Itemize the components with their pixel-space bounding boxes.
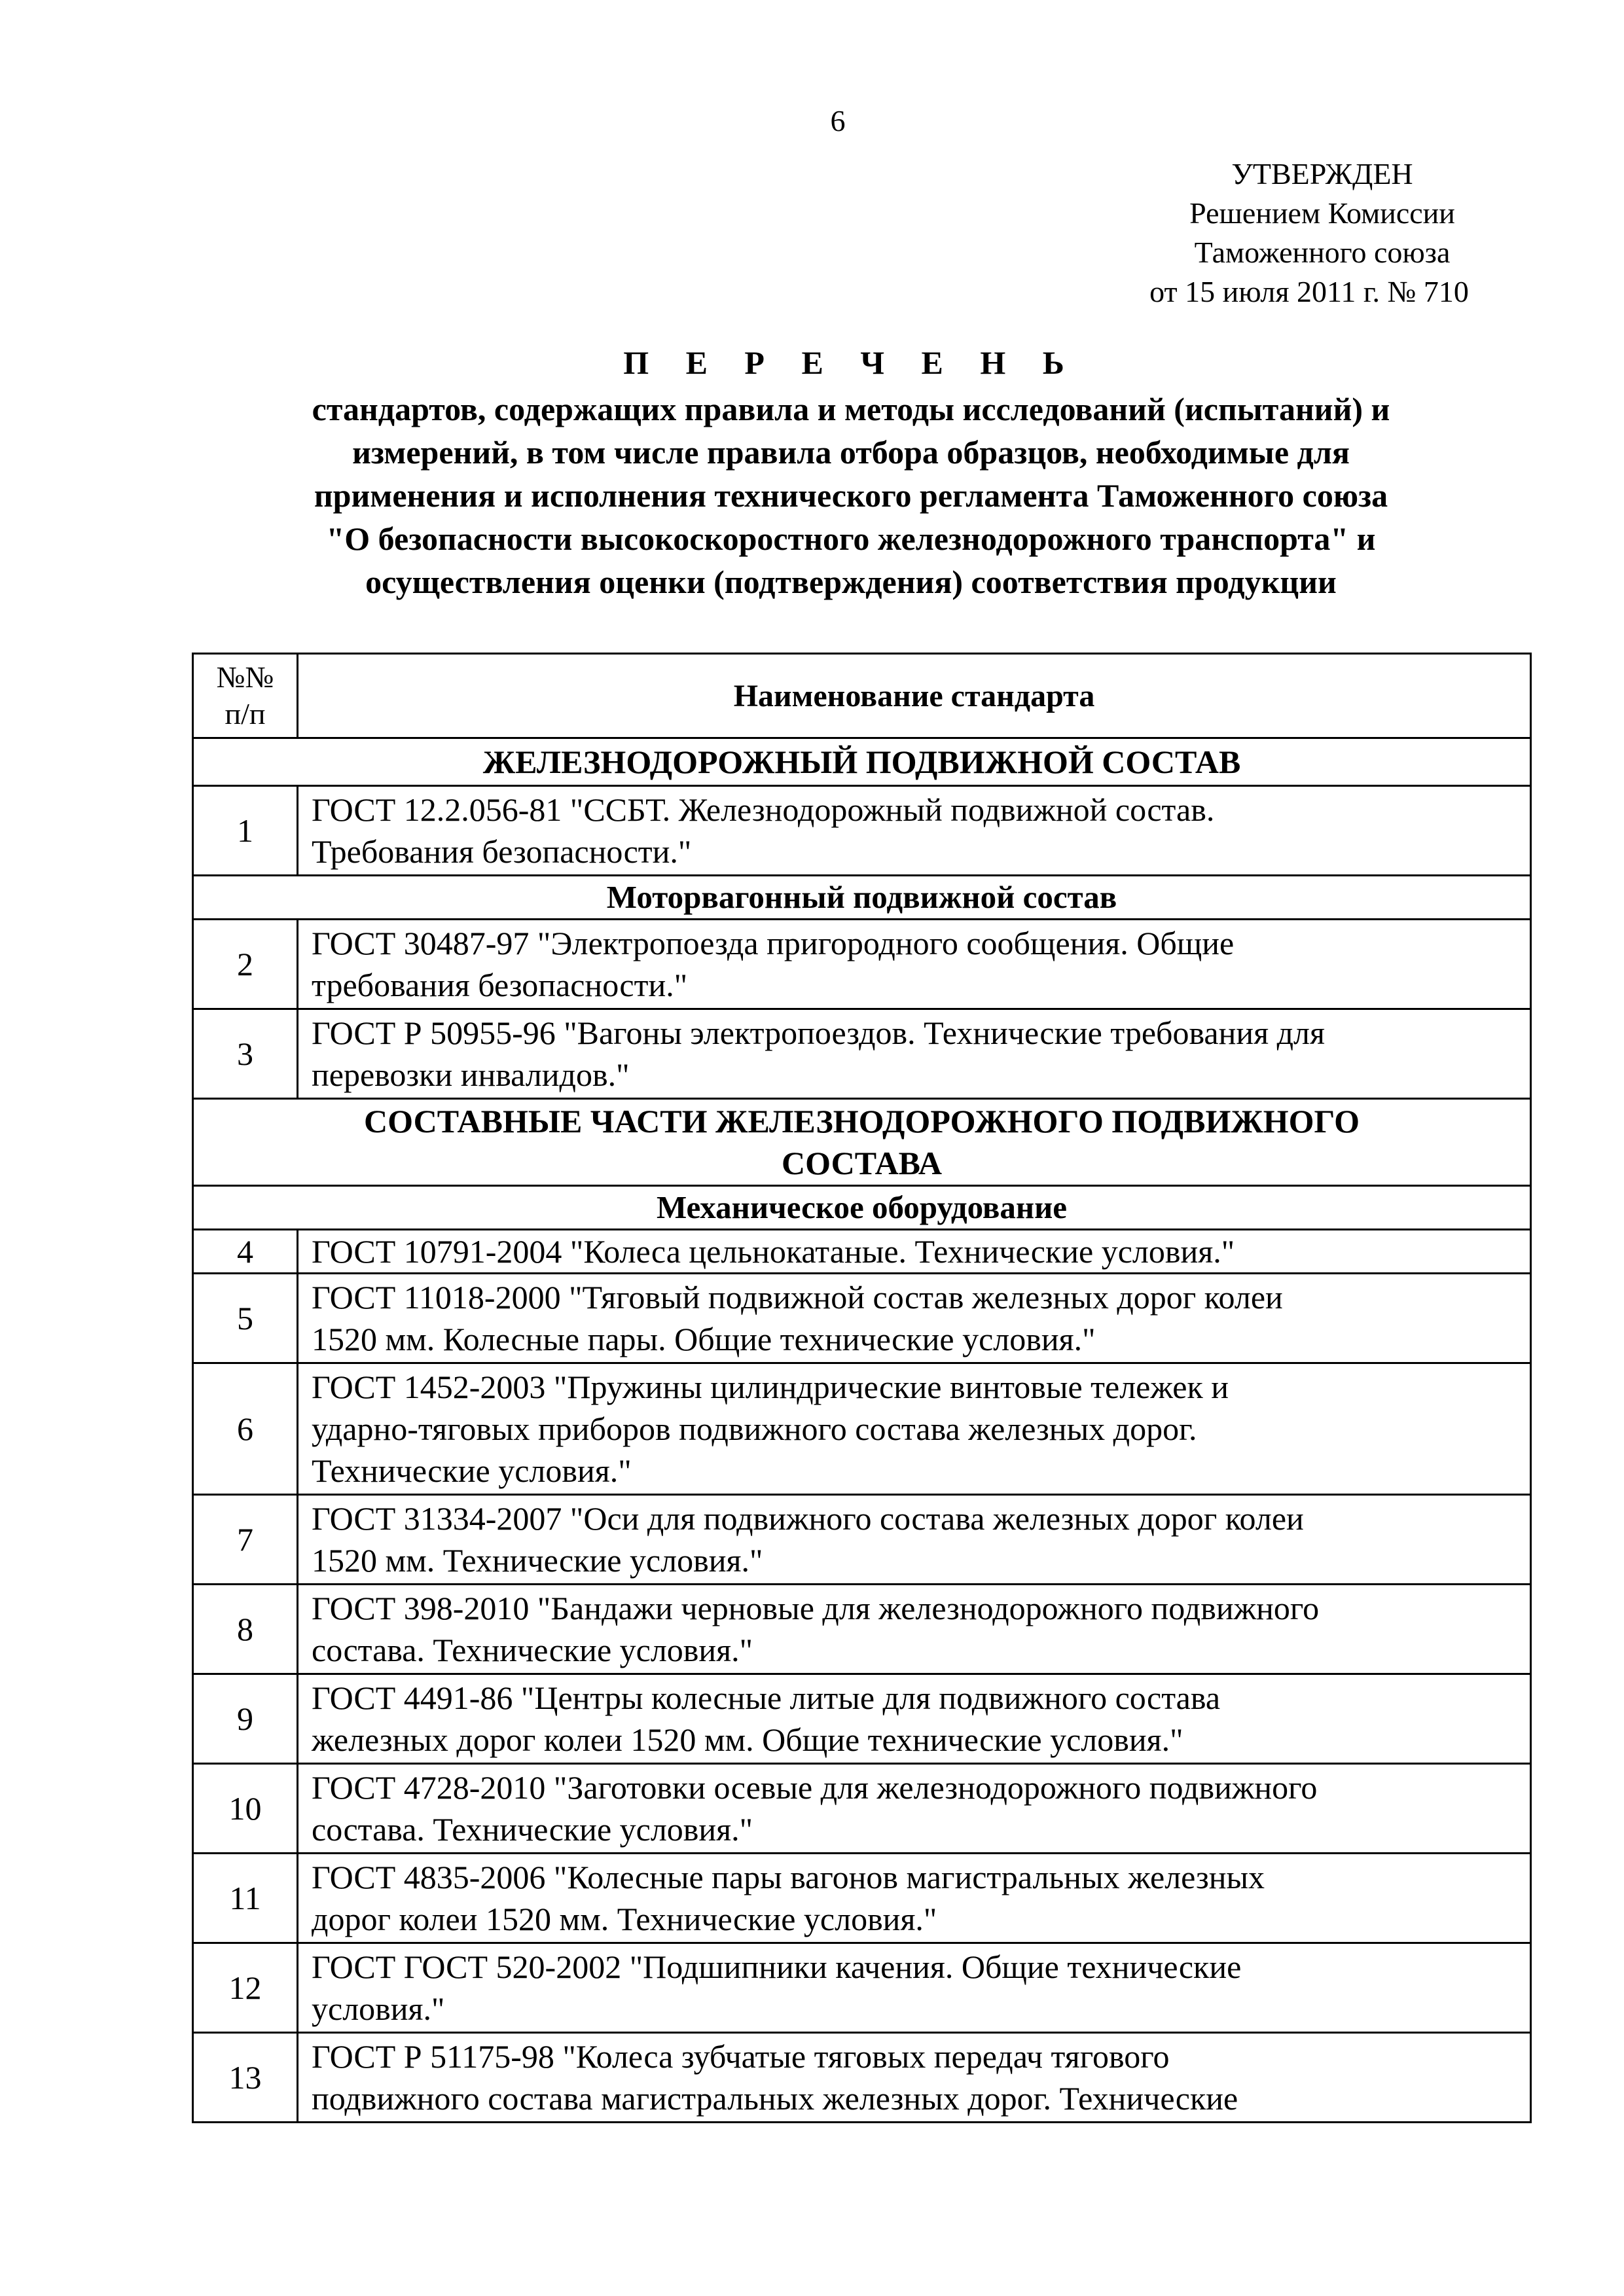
column-header-number-line: №№ <box>216 660 274 694</box>
standard-name-line: перевозки инвалидов." <box>312 1056 630 1093</box>
table-row <box>193 1230 1531 1274</box>
subsection-row <box>193 876 1531 920</box>
table-row <box>193 1495 1531 1585</box>
standard-name-line: ГОСТ 4728-2010 "Заготовки осевые для железнодорожного подвижного <box>312 1769 1318 1806</box>
table-row <box>193 1009 1531 1099</box>
subtitle-line: измерений, в том числе правила отбора образцов, необходимые для <box>352 434 1350 471</box>
row-number: 12 <box>193 1943 298 2033</box>
standard-name-line: ГОСТ 30487-97 "Электропоезда пригородного сообщения. Общие <box>312 925 1235 961</box>
document-subtitle <box>190 387 1512 603</box>
subtitle-line: "О безопасности высокоскоростного железнодорожного транспорта" и <box>326 520 1376 557</box>
document-title-block <box>190 342 1512 603</box>
standards-table <box>192 653 1532 2123</box>
standard-name-line: состава. Технические условия." <box>312 1632 753 1668</box>
table-row <box>193 1274 1531 1363</box>
section-heading-line: СОСТАВНЫЕ ЧАСТИ ЖЕЛЕЗНОДОРОЖНОГО ПОДВИЖНОГО <box>363 1103 1360 1139</box>
standard-name-line: Требования безопасности." <box>312 833 692 870</box>
standard-name <box>298 1230 1531 1274</box>
row-number: 1 <box>193 786 298 876</box>
row-number: 10 <box>193 1764 298 1854</box>
column-header-name: Наименование стандарта <box>298 654 1531 738</box>
subtitle-line: осуществления оценки (подтверждения) соответствия продукции <box>365 564 1337 600</box>
table-row <box>193 1363 1531 1495</box>
subtitle-line: стандартов, содержащих правила и методы исследований (испытаний) и <box>312 391 1390 427</box>
row-number: 8 <box>193 1585 298 1674</box>
standard-name <box>298 1274 1531 1363</box>
section-row <box>193 738 1531 786</box>
standard-name-line: ГОСТ 31334-2007 "Оси для подвижного состава железных дорог колеи <box>312 1500 1304 1537</box>
standard-name-line: ГОСТ 1452-2003 "Пружины цилиндрические винтовые тележек и <box>312 1369 1229 1405</box>
column-header-number <box>193 654 298 738</box>
table-row <box>193 1943 1531 2033</box>
column-header-number-line: п/п <box>225 697 266 730</box>
table-header-row <box>193 654 1531 738</box>
table-row <box>193 2033 1531 2123</box>
table-row <box>193 1764 1531 1854</box>
standard-name-line: ГОСТ 12.2.056-81 "ССБТ. Железнодорожный подвижной состав. <box>312 791 1215 828</box>
table-row <box>193 1674 1531 1764</box>
standard-name <box>298 1764 1531 1854</box>
standard-name-line: ГОСТ 4491-86 "Центры колесные литые для подвижного состава <box>312 1679 1221 1716</box>
document-title: П Е Р Е Ч Е Н Ь <box>623 344 1079 381</box>
standard-name-line: подвижного состава магистральных железных дорог. Технические <box>312 2080 1238 2117</box>
row-number: 7 <box>193 1495 298 1585</box>
standard-name <box>298 2033 1531 2123</box>
subtitle-line: применения и исполнения технического регламента Таможенного союза <box>314 477 1388 514</box>
standard-name-line: состава. Технические условия." <box>312 1811 753 1848</box>
subsection-row <box>193 1186 1531 1230</box>
section-heading <box>193 1099 1531 1186</box>
row-number: 4 <box>193 1230 298 1274</box>
standard-name-line: требования безопасности." <box>312 967 688 1003</box>
standard-name <box>298 1943 1531 2033</box>
standard-name-line: ГОСТ 398-2010 "Бандажи черновые для железнодорожного подвижного <box>312 1590 1320 1626</box>
table-row <box>193 1585 1531 1674</box>
row-number: 3 <box>193 1009 298 1099</box>
standard-name-line: ГОСТ Р 50955-96 "Вагоны электропоездов. Технические требования для <box>312 1014 1325 1051</box>
standard-name <box>298 1854 1531 1943</box>
subsection-heading: Механическое оборудование <box>193 1186 1531 1230</box>
standard-name-line: ГОСТ Р 51175-98 "Колеса зубчатые тяговых передач тягового <box>312 2038 1170 2075</box>
approval-line: Таможенного союза <box>1194 236 1451 269</box>
standard-name <box>298 1495 1531 1585</box>
table-row <box>193 1854 1531 1943</box>
standard-name-line: ударно-тяговых приборов подвижного состава железных дорог. <box>312 1410 1197 1447</box>
standard-name <box>298 1363 1531 1495</box>
standard-name-line: 1520 мм. Колесные пары. Общие технические условия." <box>312 1321 1096 1357</box>
standard-name <box>298 1585 1531 1674</box>
approval-line: УТВЕРЖДЕН <box>1231 157 1413 190</box>
section-heading-line: СОСТАВА <box>782 1145 942 1181</box>
standard-name <box>298 920 1531 1009</box>
row-number: 5 <box>193 1274 298 1363</box>
standard-name-line: условия." <box>312 1990 445 2027</box>
section-row <box>193 1099 1531 1186</box>
approval-line: от 15 июля 2011 г. № 710 <box>1149 275 1469 308</box>
section-heading: ЖЕЛЕЗНОДОРОЖНЫЙ ПОДВИЖНОЙ СОСТАВ <box>193 738 1531 786</box>
row-number: 13 <box>193 2033 298 2123</box>
standard-name <box>298 1674 1531 1764</box>
subsection-heading: Моторвагонный подвижной состав <box>193 876 1531 920</box>
row-number: 2 <box>193 920 298 1009</box>
standard-name <box>298 1009 1531 1099</box>
approval-line: Решением Комиссии <box>1189 196 1455 230</box>
standard-name-line: ГОСТ 4835-2006 "Колесные пары вагонов магистральных железных <box>312 1859 1265 1895</box>
standard-name-line: железных дорог колеи 1520 мм. Общие технические условия." <box>312 1721 1183 1758</box>
approval-stamp <box>1087 154 1558 312</box>
standard-name-line: Технические условия." <box>312 1452 632 1489</box>
page-number: 6 <box>830 104 846 137</box>
standard-name-line: 1520 мм. Технические условия." <box>312 1542 763 1579</box>
standard-name <box>298 786 1531 876</box>
row-number: 9 <box>193 1674 298 1764</box>
standard-name-line: ГОСТ 11018-2000 "Тяговый подвижной состав железных дорог колеи <box>312 1279 1283 1316</box>
table-row <box>193 786 1531 876</box>
standard-name-line: ГОСТ ГОСТ 520-2002 "Подшипники качения. Общие технические <box>312 1948 1242 1985</box>
row-number: 6 <box>193 1363 298 1495</box>
standard-name-line: ГОСТ 10791-2004 "Колеса цельнокатаные. Технические условия." <box>312 1233 1235 1270</box>
table-row <box>193 920 1531 1009</box>
standard-name-line: дорог колеи 1520 мм. Технические условия." <box>312 1901 937 1937</box>
row-number: 11 <box>193 1854 298 1943</box>
